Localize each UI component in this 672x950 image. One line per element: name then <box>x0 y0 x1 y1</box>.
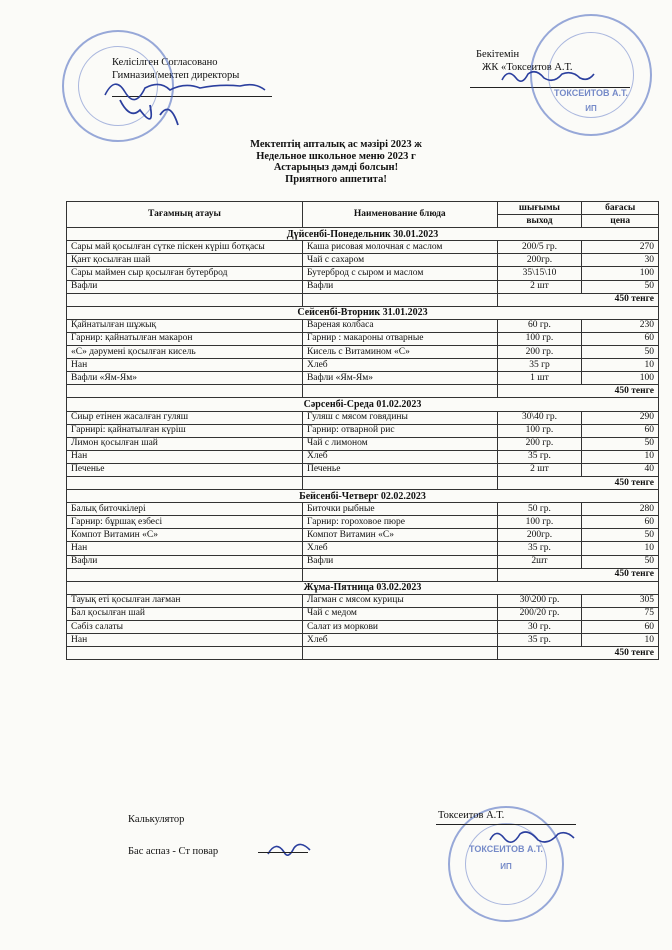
dish-output: 200гр. <box>497 254 582 267</box>
day-row <box>67 228 659 241</box>
dish-name-kz: Гарнир: бұршақ езбесі <box>67 516 303 529</box>
dish-row <box>67 503 659 516</box>
dish-name-ru: Хлеб <box>302 450 497 463</box>
dish-name-kz: Сәбіз салаты <box>67 621 303 634</box>
approval-left-line2: Гимназия/мектеп директоры <box>112 70 240 81</box>
dish-output: 35 гр. <box>497 542 582 555</box>
dish-row <box>67 529 659 542</box>
empty-cell <box>302 568 497 581</box>
empty-cell <box>67 385 303 398</box>
dish-name-ru: Гарнир: отварной рис <box>302 424 497 437</box>
dish-row <box>67 254 659 267</box>
dish-row <box>67 280 659 293</box>
dish-row <box>67 621 659 634</box>
stamp-top-sub: ИП <box>585 104 597 113</box>
dish-output: 35 гр <box>497 359 582 372</box>
dish-name-kz: Бал қосылған шай <box>67 607 303 620</box>
dish-row <box>67 319 659 332</box>
dish-output: 200/5 гр. <box>497 241 582 254</box>
day-row <box>67 306 659 319</box>
dish-row <box>67 594 659 607</box>
header-output-kz: шығымы <box>497 202 582 215</box>
day-total: 450 тенге <box>497 385 658 398</box>
cook-signature <box>264 836 314 866</box>
dish-name-kz: Қант қосылған шай <box>67 254 303 267</box>
dish-name-kz: Компот Витамин «С» <box>67 529 303 542</box>
dish-price: 60 <box>582 424 659 437</box>
empty-cell <box>302 476 497 489</box>
dish-name-ru: Каша рисовая молочная с маслом <box>302 241 497 254</box>
dish-output: 35\15\10 <box>497 267 582 280</box>
dish-name-kz: Қайнатылған шұжық <box>67 319 303 332</box>
dish-name-kz: Тауық еті қосылған лағман <box>67 594 303 607</box>
dish-row <box>67 241 659 254</box>
day-row <box>67 581 659 594</box>
dish-price: 290 <box>582 411 659 424</box>
day-title: Сейсенбі-Вторник 31.01.2023 <box>67 306 659 319</box>
empty-cell <box>302 647 497 660</box>
dish-output: 2шт <box>497 555 582 568</box>
dish-name-ru: Чай с сахаром <box>302 254 497 267</box>
director-signature <box>100 70 270 140</box>
menu-body <box>67 228 659 660</box>
dish-row <box>67 332 659 345</box>
dish-name-ru: Печенье <box>302 463 497 476</box>
dish-name-kz: Нан <box>67 634 303 647</box>
dish-row <box>67 437 659 450</box>
dish-row <box>67 424 659 437</box>
empty-cell <box>302 385 497 398</box>
dish-name-kz: Нан <box>67 542 303 555</box>
dish-name-ru: Хлеб <box>302 359 497 372</box>
day-title: Бейсенбі-Четверг 02.02.2023 <box>67 490 659 503</box>
dish-name-ru: Чай с медом <box>302 607 497 620</box>
dish-price: 100 <box>582 372 659 385</box>
owner-signature-top <box>498 64 598 94</box>
dish-price: 10 <box>582 450 659 463</box>
dish-price: 50 <box>582 346 659 359</box>
dish-name-ru: Вафли <box>302 555 497 568</box>
dish-price: 60 <box>582 621 659 634</box>
dish-output: 100 гр. <box>497 516 582 529</box>
dish-name-kz: Балық биточкілері <box>67 503 303 516</box>
dish-name-ru: Вареная колбаса <box>302 319 497 332</box>
dish-price: 60 <box>582 332 659 345</box>
dish-output: 100 гр. <box>497 424 582 437</box>
dish-price: 50 <box>582 280 659 293</box>
dish-output: 30\200 гр. <box>497 594 582 607</box>
dish-name-kz: Нан <box>67 359 303 372</box>
total-row <box>67 647 659 660</box>
dish-price: 50 <box>582 529 659 542</box>
approval-left-line1: Келісілген Согласовано <box>112 57 218 68</box>
day-title: Сәрсенбі-Среда 01.02.2023 <box>67 398 659 411</box>
dish-name-ru: Гуляш с мясом говядины <box>302 411 497 424</box>
dish-output: 200 гр. <box>497 437 582 450</box>
empty-cell <box>67 476 303 489</box>
dish-name-kz: Сары май қосылған сүтке піскен күріш ботқасы <box>67 241 303 254</box>
dish-price: 280 <box>582 503 659 516</box>
dish-row <box>67 359 659 372</box>
header-ru: Наименование блюда <box>302 202 497 228</box>
header-price-kz: бағасы <box>582 202 659 215</box>
day-total: 450 тенге <box>497 293 658 306</box>
day-total: 450 тенге <box>497 568 658 581</box>
calculator-label: Калькулятор <box>128 814 185 825</box>
dish-name-kz: Сиыр етінен жасалған гуляш <box>67 411 303 424</box>
dish-name-ru: Гарнир : макароны отварные <box>302 332 497 345</box>
dish-row <box>67 267 659 280</box>
dish-name-ru: Биточки рыбные <box>302 503 497 516</box>
day-total: 450 тенге <box>497 476 658 489</box>
dish-output: 100 гр. <box>497 332 582 345</box>
empty-cell <box>67 568 303 581</box>
dish-output: 200/20 гр. <box>497 607 582 620</box>
dish-output: 2 шт <box>497 280 582 293</box>
dish-row <box>67 542 659 555</box>
greeting-ru: Приятного аппетита! <box>285 173 387 185</box>
stamp-bottom-name: ТОКСЕИТОВ А.Т. <box>469 844 543 854</box>
dish-row <box>67 450 659 463</box>
dish-output: 200 гр. <box>497 346 582 359</box>
dish-output: 200гр. <box>497 529 582 542</box>
total-row <box>67 476 659 489</box>
cook-label: Бас аспаз - Ст повар <box>128 846 219 857</box>
dish-name-ru: Хлеб <box>302 542 497 555</box>
dish-row <box>67 411 659 424</box>
dish-output: 2 шт <box>497 463 582 476</box>
dish-name-ru: Гарнир: гороховое пюре <box>302 516 497 529</box>
dish-price: 75 <box>582 607 659 620</box>
day-row <box>67 490 659 503</box>
dish-name-kz: Вафли «Ям-Ям» <box>67 372 303 385</box>
day-total: 450 тенге <box>497 647 658 660</box>
dish-row <box>67 555 659 568</box>
dish-price: 50 <box>582 437 659 450</box>
dish-output: 50 гр. <box>497 503 582 516</box>
dish-name-kz: Сары маймен сыр қосылған бутерброд <box>67 267 303 280</box>
dish-name-ru: Кисель с Витамином «С» <box>302 346 497 359</box>
day-title: Жұма-Пятница 03.02.2023 <box>67 581 659 594</box>
dish-name-ru: Чай с лимоном <box>302 437 497 450</box>
dish-output: 30 гр. <box>497 621 582 634</box>
header-output-ru: выход <box>497 215 582 228</box>
day-title: Дүйсенбі-Понедельник 30.01.2023 <box>67 228 659 241</box>
approval-right-line2: ЖК «Токсеитов А.Т. <box>482 62 573 73</box>
dish-output: 1 шт <box>497 372 582 385</box>
dish-output: 35 гр. <box>497 634 582 647</box>
dish-row <box>67 346 659 359</box>
stamp-top-name: ТОКСЕИТОВ А.Т. <box>554 88 628 98</box>
stamp-bottom-sub: ИП <box>500 862 512 871</box>
cook-sign-line <box>258 852 308 853</box>
dish-name-kz: Гарнирі: қайнатылған күріш <box>67 424 303 437</box>
calculator-sign-line <box>436 824 576 825</box>
total-row <box>67 385 659 398</box>
dish-name-ru: Вафли <box>302 280 497 293</box>
title-kz: Мектептің апталық ас мәзірі 2023 ж <box>250 139 422 150</box>
dish-row <box>67 372 659 385</box>
dish-price: 270 <box>582 241 659 254</box>
dish-name-kz: Гарнир: қайнатылған макарон <box>67 332 303 345</box>
owner-signature-bottom <box>486 826 576 852</box>
dish-name-ru: Компот Витамин «С» <box>302 529 497 542</box>
dish-price: 10 <box>582 359 659 372</box>
dish-name-kz: Вафли <box>67 280 303 293</box>
dish-price: 10 <box>582 634 659 647</box>
dish-name-kz: Вафли <box>67 555 303 568</box>
dish-row <box>67 634 659 647</box>
empty-cell <box>67 293 303 306</box>
header-price-ru: цена <box>582 215 659 228</box>
header-kz: Тағамның атауы <box>67 202 303 228</box>
dish-output: 60 гр. <box>497 319 582 332</box>
menu-titles <box>0 139 672 185</box>
dish-output: 35 гр. <box>497 450 582 463</box>
dish-name-kz: Печенье <box>67 463 303 476</box>
dish-name-ru: Бутерброд с сыром и маслом <box>302 267 497 280</box>
day-row <box>67 398 659 411</box>
dish-price: 100 <box>582 267 659 280</box>
dish-name-ru: Хлеб <box>302 634 497 647</box>
approval-right-line1: Бекітемін <box>476 49 520 60</box>
dish-price: 305 <box>582 594 659 607</box>
total-row <box>67 568 659 581</box>
calculator-name: Токсеитов А.Т. <box>438 810 505 821</box>
dish-price: 50 <box>582 555 659 568</box>
dish-row <box>67 516 659 529</box>
greeting-kz: Астарыңыз дәмді болсын! <box>273 162 399 173</box>
dish-price: 40 <box>582 463 659 476</box>
dish-name-kz: Лимон қосылған шай <box>67 437 303 450</box>
dish-name-ru: Вафли «Ям-Ям» <box>302 372 497 385</box>
title-ru: Недельное школьное меню 2023 г <box>256 150 416 162</box>
dish-price: 60 <box>582 516 659 529</box>
empty-cell <box>302 293 497 306</box>
dish-name-ru: Салат из моркови <box>302 621 497 634</box>
dish-price: 230 <box>582 319 659 332</box>
dish-price: 30 <box>582 254 659 267</box>
dish-name-ru: Лагман с мясом курицы <box>302 594 497 607</box>
menu-table <box>66 201 659 660</box>
dish-output: 30\40 гр. <box>497 411 582 424</box>
total-row <box>67 293 659 306</box>
dish-name-kz: «С» дәрумені қосылған кисель <box>67 346 303 359</box>
dish-row <box>67 463 659 476</box>
dish-row <box>67 607 659 620</box>
empty-cell <box>67 647 303 660</box>
dish-price: 10 <box>582 542 659 555</box>
dish-name-kz: Нан <box>67 450 303 463</box>
